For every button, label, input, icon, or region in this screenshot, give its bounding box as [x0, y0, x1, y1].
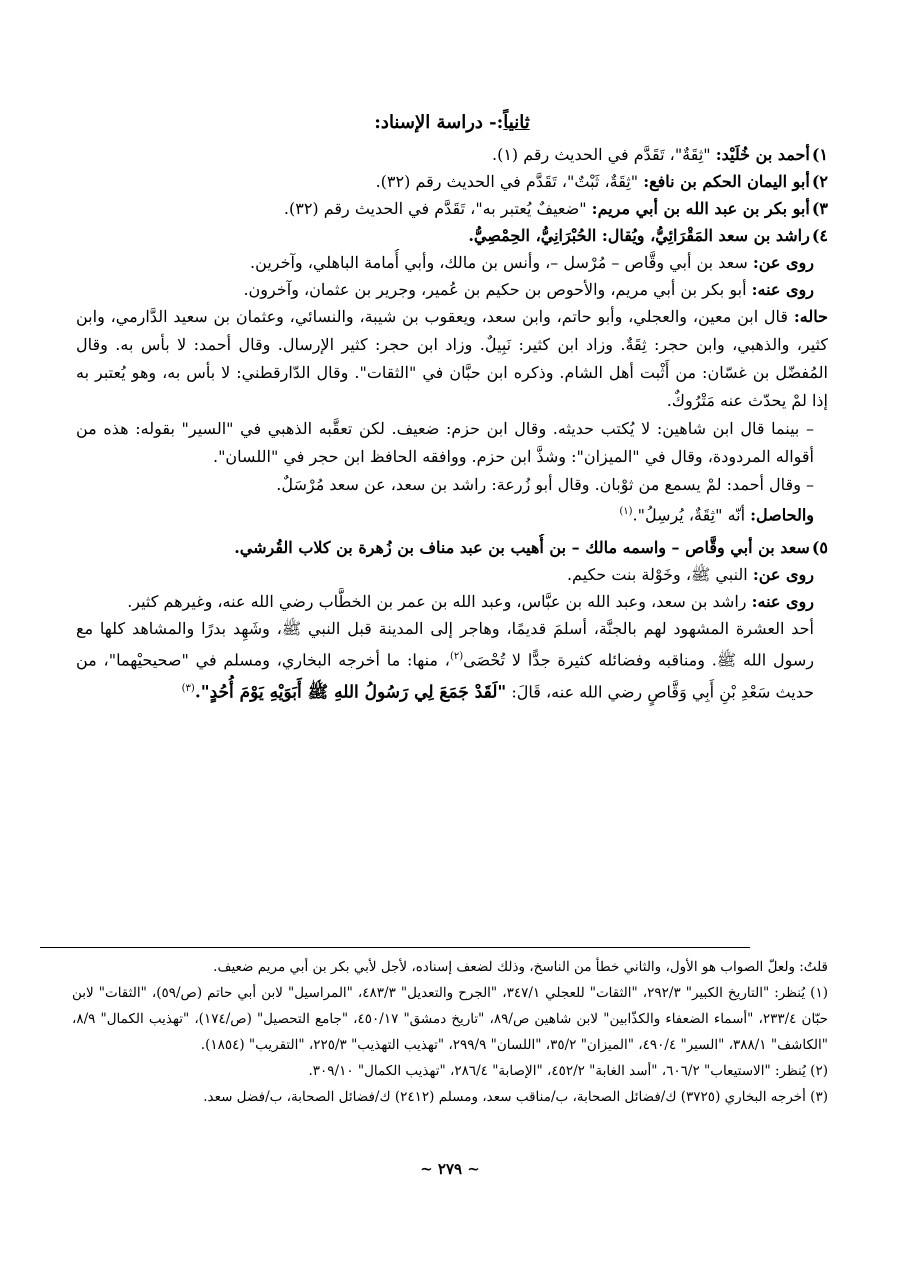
- narrator-2: [76, 168, 828, 195]
- narrator-5-by-text: راشد بن سعد، وعبد الله بن عبَّاس، وعبد الله بن عمر بن الخطَّاب رضي الله عنه، وغيرهم كثير.: [127, 592, 752, 612]
- narrator-4-by-text: أبو بكر بن أبي مريم، والأحوص بن حكيم بن عُمير، وجرير بن عثمان، وآخرون.: [243, 280, 752, 299]
- narrator-5-bio-b: ، منها: ما أخرجه البخاري، ومسلم في "صحيحيْهما"، من حديث سَعْدِ بْنِ أَبِي وَقَّاصٍ رضي الله عنه، قَالَ:: [76, 650, 814, 701]
- narrator-2-name: أبو اليمان الحكم بن نافع:: [643, 172, 810, 191]
- footnotes: [72, 954, 828, 1110]
- narrator-5-from: [76, 561, 828, 588]
- page-number: ~ ٢٧٩ ~: [420, 1160, 480, 1178]
- narrator-4-result: [76, 498, 828, 528]
- narrator-5-bio-a: أحد العشرة المشهود لهم بالجنَّة، أسلمَ قديمًا، وهاجر إلى المدينة قبل النبي ﷺ، وشَهِد بدرًا والمشاهد كلها مع رسول الله ﷺ. ومناقبه وفضائله كثيرة جدًّا لا تُحْصَى: [76, 619, 815, 670]
- footnote-ref-1: (١): [619, 506, 633, 517]
- narrator-2-text: "ثِقَةٌ، ثَبْتٌ"، تَقَدَّم في الحديث رقم (٣٢).: [375, 172, 644, 191]
- narrator-5-by-label: روى عنه:: [751, 592, 814, 612]
- narrator-5-from-label: روى عن:: [752, 565, 814, 585]
- heading-label: ثانياً: [503, 112, 530, 133]
- narrator-5-by: [76, 588, 828, 615]
- narrator-4-by-label: روى عنه:: [751, 280, 814, 299]
- narrator-3: [76, 195, 828, 222]
- heading-rest: :- دراسة الإسناد:: [374, 112, 504, 133]
- narrator-5-number: ٥): [811, 538, 828, 558]
- narrator-2-number: ٢): [811, 172, 828, 191]
- narrator-3-name: أبو بكر بن عبد الله بن أبي مريم:: [591, 199, 810, 218]
- section-heading: [76, 112, 828, 133]
- narrator-1-name: أحمد بن خُلَيْد:: [715, 145, 810, 164]
- narrator-4-title: [76, 222, 828, 249]
- narrator-3-number: ٣): [811, 199, 828, 218]
- narrator-1-number: ١): [811, 145, 828, 164]
- narrator-4-result-text: أنّه "ثِقَةٌ، يُرسِلُ".: [632, 505, 751, 525]
- main-text: [76, 112, 828, 706]
- footnote-ref-2: (٢): [449, 651, 464, 663]
- narrator-1-text: "ثِقَةٌ"، تَقَدَّم في الحديث رقم (١).: [491, 145, 716, 164]
- narrator-4-status-text: قال ابن معين، والعجلي، وأبو حاتم، وابن سعد، ويعقوب بن شيبة، والنسائي، وعثمان بن سعيد الدَّارمي، وابن كثير، والذهبي، وابن حجر: ثِقَةٌ. وزاد ابن كثير: نَبِيلٌ. وزاد ابن حجر: كثير الإرسال. وقال أحمد: لا بأس به. وقال المُفضّل بن غسّان: من أَثْبت أهل الشام. وذكره ابن حبَّان في "الثقات". وقال الدّارقطني: لا بأس به، وهو يُعتبر به إذا لمْ يحدّث عنه مَتْرُوكٌ.: [76, 307, 829, 410]
- narrator-3-text: "ضعيفٌ يُعتبر به"، تَقَدَّم في الحديث رقم (٣٢).: [283, 199, 592, 218]
- narrator-4-para-2: – بينما قال ابن شاهين: لا يُكتب حديثه. وقال ابن حزم: ضعيف. لكن تعقَّبه الذهبي في "السير" بقوله: هذه من أقواله المردودة، وقال في "الميزان": وشذَّ ابن حزم. ووافقه الحافظ ابن حجر في "اللسان".: [76, 419, 814, 466]
- footnote-remark: قلتُ: ولعلّ الصواب هو الأول، والثاني خطأ من الناسخ، وذلك لضعف إسناده، لأجل لأبي بكر بن أبي مريم ضعيف.: [213, 959, 828, 975]
- narrator-4-from: [76, 249, 828, 276]
- narrator-1: [76, 141, 828, 168]
- narrator-4-from-label: روى عن:: [752, 253, 814, 272]
- footnote-1: (١) يُنظر: "التاريخ الكبير" ٢٩٢/٣، "الثقات" للعجلي ٣٤٧/١، "الجرح والتعديل" ٤٨٣/٣، "المراسيل" لابن أبي حاتم (ص/٥٩)، "الثقات" لابن حبّان ٢٣٣/٤، "أسماء الضعفاء والكذّابين" لابن شاهين ص/٨٩، "تاريخ دمشق" ٤٥٠/١٧، "جامع التحصيل" (ص/١٧٤)، "تهذيب الكمال" ٨/٩، "الكاشف" ٣٨٨/١، "السير" ٤٩٠/٤، "الميزان" ٣٥/٢، "اللسان" ٢٩٩/٩، "تهذيب التهذيب" ٢٢٥/٣، "التقريب" (١٨٥٤).: [72, 985, 828, 1053]
- narrator-5-from-text: النبي ﷺ، وخَوْلة بنت حكيم.: [566, 565, 753, 585]
- narrator-4-name: راشد بن سعد المَقْرَائِيُّ، ويُقال: الحُبْرَانِيُّ، الحِمْصِيُّ.: [468, 226, 810, 245]
- footnote-ref-3: (٣): [181, 682, 195, 694]
- narrator-4-number: ٤): [811, 226, 828, 245]
- footnote-3: (٣) أخرجه البخاري (٣٧٢٥) ك/فضائل الصحابة، ب/مناقب سعد، ومسلم (٢٤١٢) ك/فضائل الصحابة، ب/فضل سعد.: [203, 1089, 828, 1105]
- footnote-separator: [40, 947, 750, 948]
- footnote-2: (٢) يُنظر: "الاستيعاب" ٦٠٦/٢، "أسد الغابة" ٤٥٢/٢، "الإصابة" ٢٨٦/٤، "تهذيب الكمال" ٣٠٩/١٠.: [308, 1063, 828, 1079]
- narrator-4-by: [76, 276, 828, 303]
- narrator-4-status: [76, 303, 828, 415]
- narrator-4-from-text: سعد بن أبي وقَّاص – مُرْسل –، وأنس بن مالك، وأبي أُمامة الباهلي، وآخرين.: [250, 253, 753, 272]
- narrator-4-para-3: – وقال أحمد: لمْ يسمع من ثوْبان. وقال أبو زُرعة: راشد بن سعد، عن سعد مُرْسَلٌ.: [276, 475, 814, 494]
- hadith-quote: "لَقَدْ جَمَعَ لِي رَسُولُ اللهِ ﷺ أَبَوَيْهِ يَوْمَ أُحُدٍ".: [194, 681, 507, 702]
- narrator-5-name: سعد بن أبي وقَّاص – واسمه مالك – بن أُهيب بن عبد مناف بن زُهرة بن كلاب القُرشي.: [234, 538, 810, 558]
- narrator-4-status-label: حاله:: [793, 307, 828, 326]
- narrator-4-result-label: والحاصل:: [750, 505, 814, 525]
- narrator-5-title: [76, 534, 828, 561]
- narrator-5-bio: [76, 615, 828, 706]
